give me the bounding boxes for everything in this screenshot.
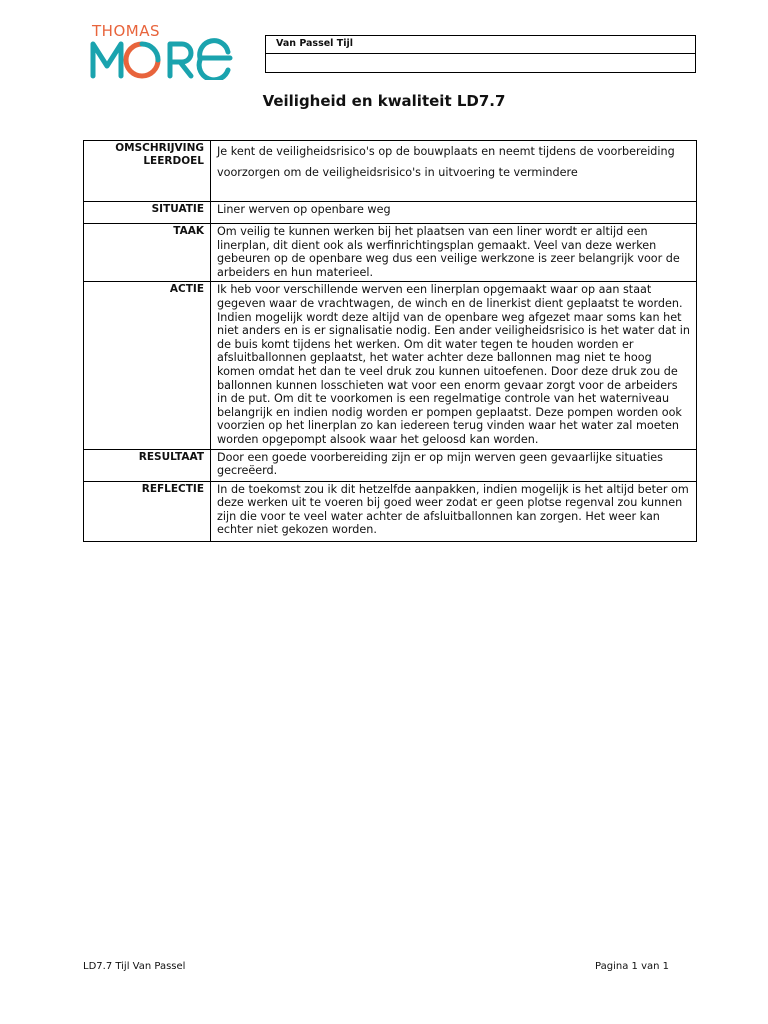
student-name-box — [265, 35, 696, 73]
footer-document-id: LD7.7 Tijl Van Passel — [83, 961, 186, 972]
row-label: SITUATIE — [84, 202, 211, 224]
row-label: REFLECTIE — [84, 481, 211, 541]
row-text: Liner werven op openbare weg — [211, 202, 697, 224]
footer-page-number: Pagina 1 van 1 — [595, 961, 669, 972]
student-name: Van Passel Tijl — [266, 36, 695, 54]
logo-more-wordmark-icon — [90, 38, 235, 80]
row-text: Ik heb voor verschillende werven een linerplan opgemaakt waar op aan staat gegeven waar de vrachtwagen, de winch en de linerkist dient geplaatst te worden. Indien mogelijk wordt deze altijd van de openbare weg afgezet maar soms kan het niet anders en is er signalisatie nodig. Een ander veiligheidsrisico is het water dat in de buis komt tijdens het werken. Om dit water tegen te houden worden er afsluitballonnen geplaatst, het water achter deze ballonnen mag niet te hoog komen omdat het dan te veel druk zou kunnen uitoefenen. Door deze druk zou de ballonnen kunnen losschieten wat voor een enorm gevaar zorgt voor de arbeiders in de put. Om dit te voorkomen is een regelmatige controle van het waterniveau belangrijk en indien nodig worden er pompen geplaatst. Deze pompen worden ook voorzien op het linerplan zo kan iedereen terug vinden waar het water zal moeten worden opgepompt alsook waar het geloosd kan worden. — [211, 282, 697, 449]
table-row-taak — [84, 224, 697, 282]
row-label-line1: OMSCHRIJVING — [115, 142, 204, 154]
row-label: ACTIE — [84, 282, 211, 449]
row-text: In de toekomst zou ik dit hetzelfde aanpakken, indien mogelijk is het altijd beter om deze werken uit te voeren bij goed weer zodat er geen plotse regenval zou kunnen zijn die voor te veel water achter de afsluitballonnen kan zorgen. Het weer kan echter niet gekozen worden. — [211, 481, 697, 541]
row-text: Door een goede voorbereiding zijn er op mijn werven geen gevaarlijke situaties gecreëerd. — [211, 449, 697, 481]
row-label: TAAK — [84, 224, 211, 282]
row-label: RESULTAAT — [84, 449, 211, 481]
table-row-omschrijving — [84, 141, 697, 202]
star-table — [83, 140, 697, 542]
row-text: Je kent de veiligheidsrisico's op de bouwplaats en neemt tijdens de voorbereiding voorzorgen om de veiligheidsrisico's in uitvoering te vermindere — [211, 141, 697, 202]
page-title: Veiligheid en kwaliteit LD7.7 — [262, 92, 506, 110]
row-label — [84, 141, 211, 202]
table-row-actie — [84, 282, 697, 449]
row-text: Om veilig te kunnen werken bij het plaatsen van een liner wordt er altijd een linerplan, dit dient ook als werfinrichtingsplan gemaakt. Veel van deze werken gebeuren op de openbare weg dus een veilige werkzone is zeer belangrijk voor de arbeiders en hun materieel. — [211, 224, 697, 282]
table-row-reflectie — [84, 481, 697, 541]
thomas-more-logo — [90, 22, 235, 82]
student-name-empty-row — [266, 54, 695, 72]
table-row-situatie — [84, 202, 697, 224]
table-row-resultaat — [84, 449, 697, 481]
logo-top-text: THOMAS — [92, 22, 160, 40]
row-label-line2: LEERDOEL — [143, 155, 204, 167]
